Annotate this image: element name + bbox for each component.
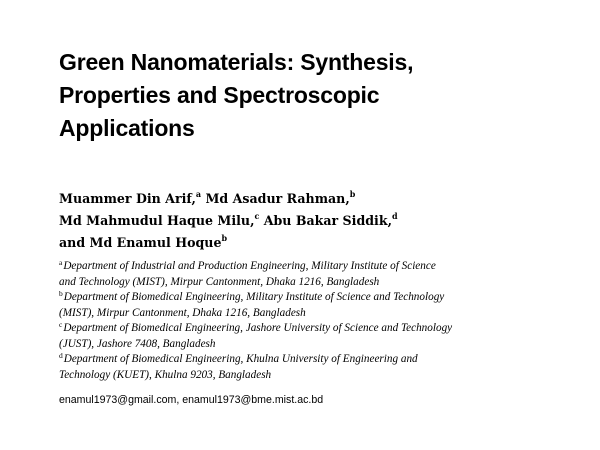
author-affiliation-mark: d	[391, 211, 398, 221]
affiliation-mark: c	[59, 320, 63, 329]
author-list	[59, 188, 579, 254]
author-line	[59, 188, 579, 210]
author-affiliation-mark: c	[254, 211, 260, 221]
title-line: Applications	[59, 115, 195, 141]
affiliation	[59, 290, 589, 321]
affiliation-list	[59, 259, 589, 383]
affiliation	[59, 321, 589, 352]
title-line: Properties and Spectroscopic	[59, 82, 380, 108]
author-name: and Md Enamul Hoque	[59, 235, 222, 250]
author-name: Muammer Din Arif,	[59, 191, 196, 206]
affiliation-text: Department of Biomedical Engineering, Military Institute of Science and Technology	[63, 291, 445, 303]
title-line: Green Nanomaterials: Synthesis,	[59, 49, 414, 75]
author-affiliation-mark: b	[349, 189, 356, 199]
chapter-title	[59, 46, 559, 145]
author-name: Md Asadur Rahman,	[205, 191, 350, 206]
affiliation-text: Department of Industrial and Production Engineering, Military Institute of Science	[63, 260, 436, 272]
contact-email[interactable]: enamul1973@gmail.com, enamul1973@bme.mist.ac.bd	[59, 394, 324, 406]
author-name: Md Mahmudul Haque Milu,	[59, 213, 255, 228]
affiliation-text: (MIST), Mirpur Cantonment, Dhaka 1216, Bangladesh	[59, 306, 306, 319]
affiliation-text: Department of Biomedical Engineering, Khulna University of Engineering and	[63, 353, 418, 365]
affiliation-mark: b	[59, 289, 63, 298]
affiliation-mark: a	[59, 258, 63, 267]
author-affiliation-mark: b	[221, 233, 228, 243]
affiliation-mark: d	[59, 351, 63, 360]
affiliation-text: (JUST), Jashore 7408, Bangladesh	[59, 337, 216, 350]
affiliation-text: Department of Biomedical Engineering, Jashore University of Science and Technology	[63, 322, 453, 334]
affiliation	[59, 259, 589, 290]
author-name: Abu Bakar Siddik,	[263, 213, 392, 228]
author-affiliation-mark: a	[195, 189, 202, 199]
affiliation-text: and Technology (MIST), Mirpur Cantonment, Dhaka 1216, Bangladesh	[59, 275, 380, 288]
author-line	[59, 232, 579, 254]
affiliation-text: Technology (KUET), Khulna 9203, Bangladesh	[59, 368, 272, 381]
author-line	[59, 210, 579, 232]
affiliation	[59, 352, 589, 383]
